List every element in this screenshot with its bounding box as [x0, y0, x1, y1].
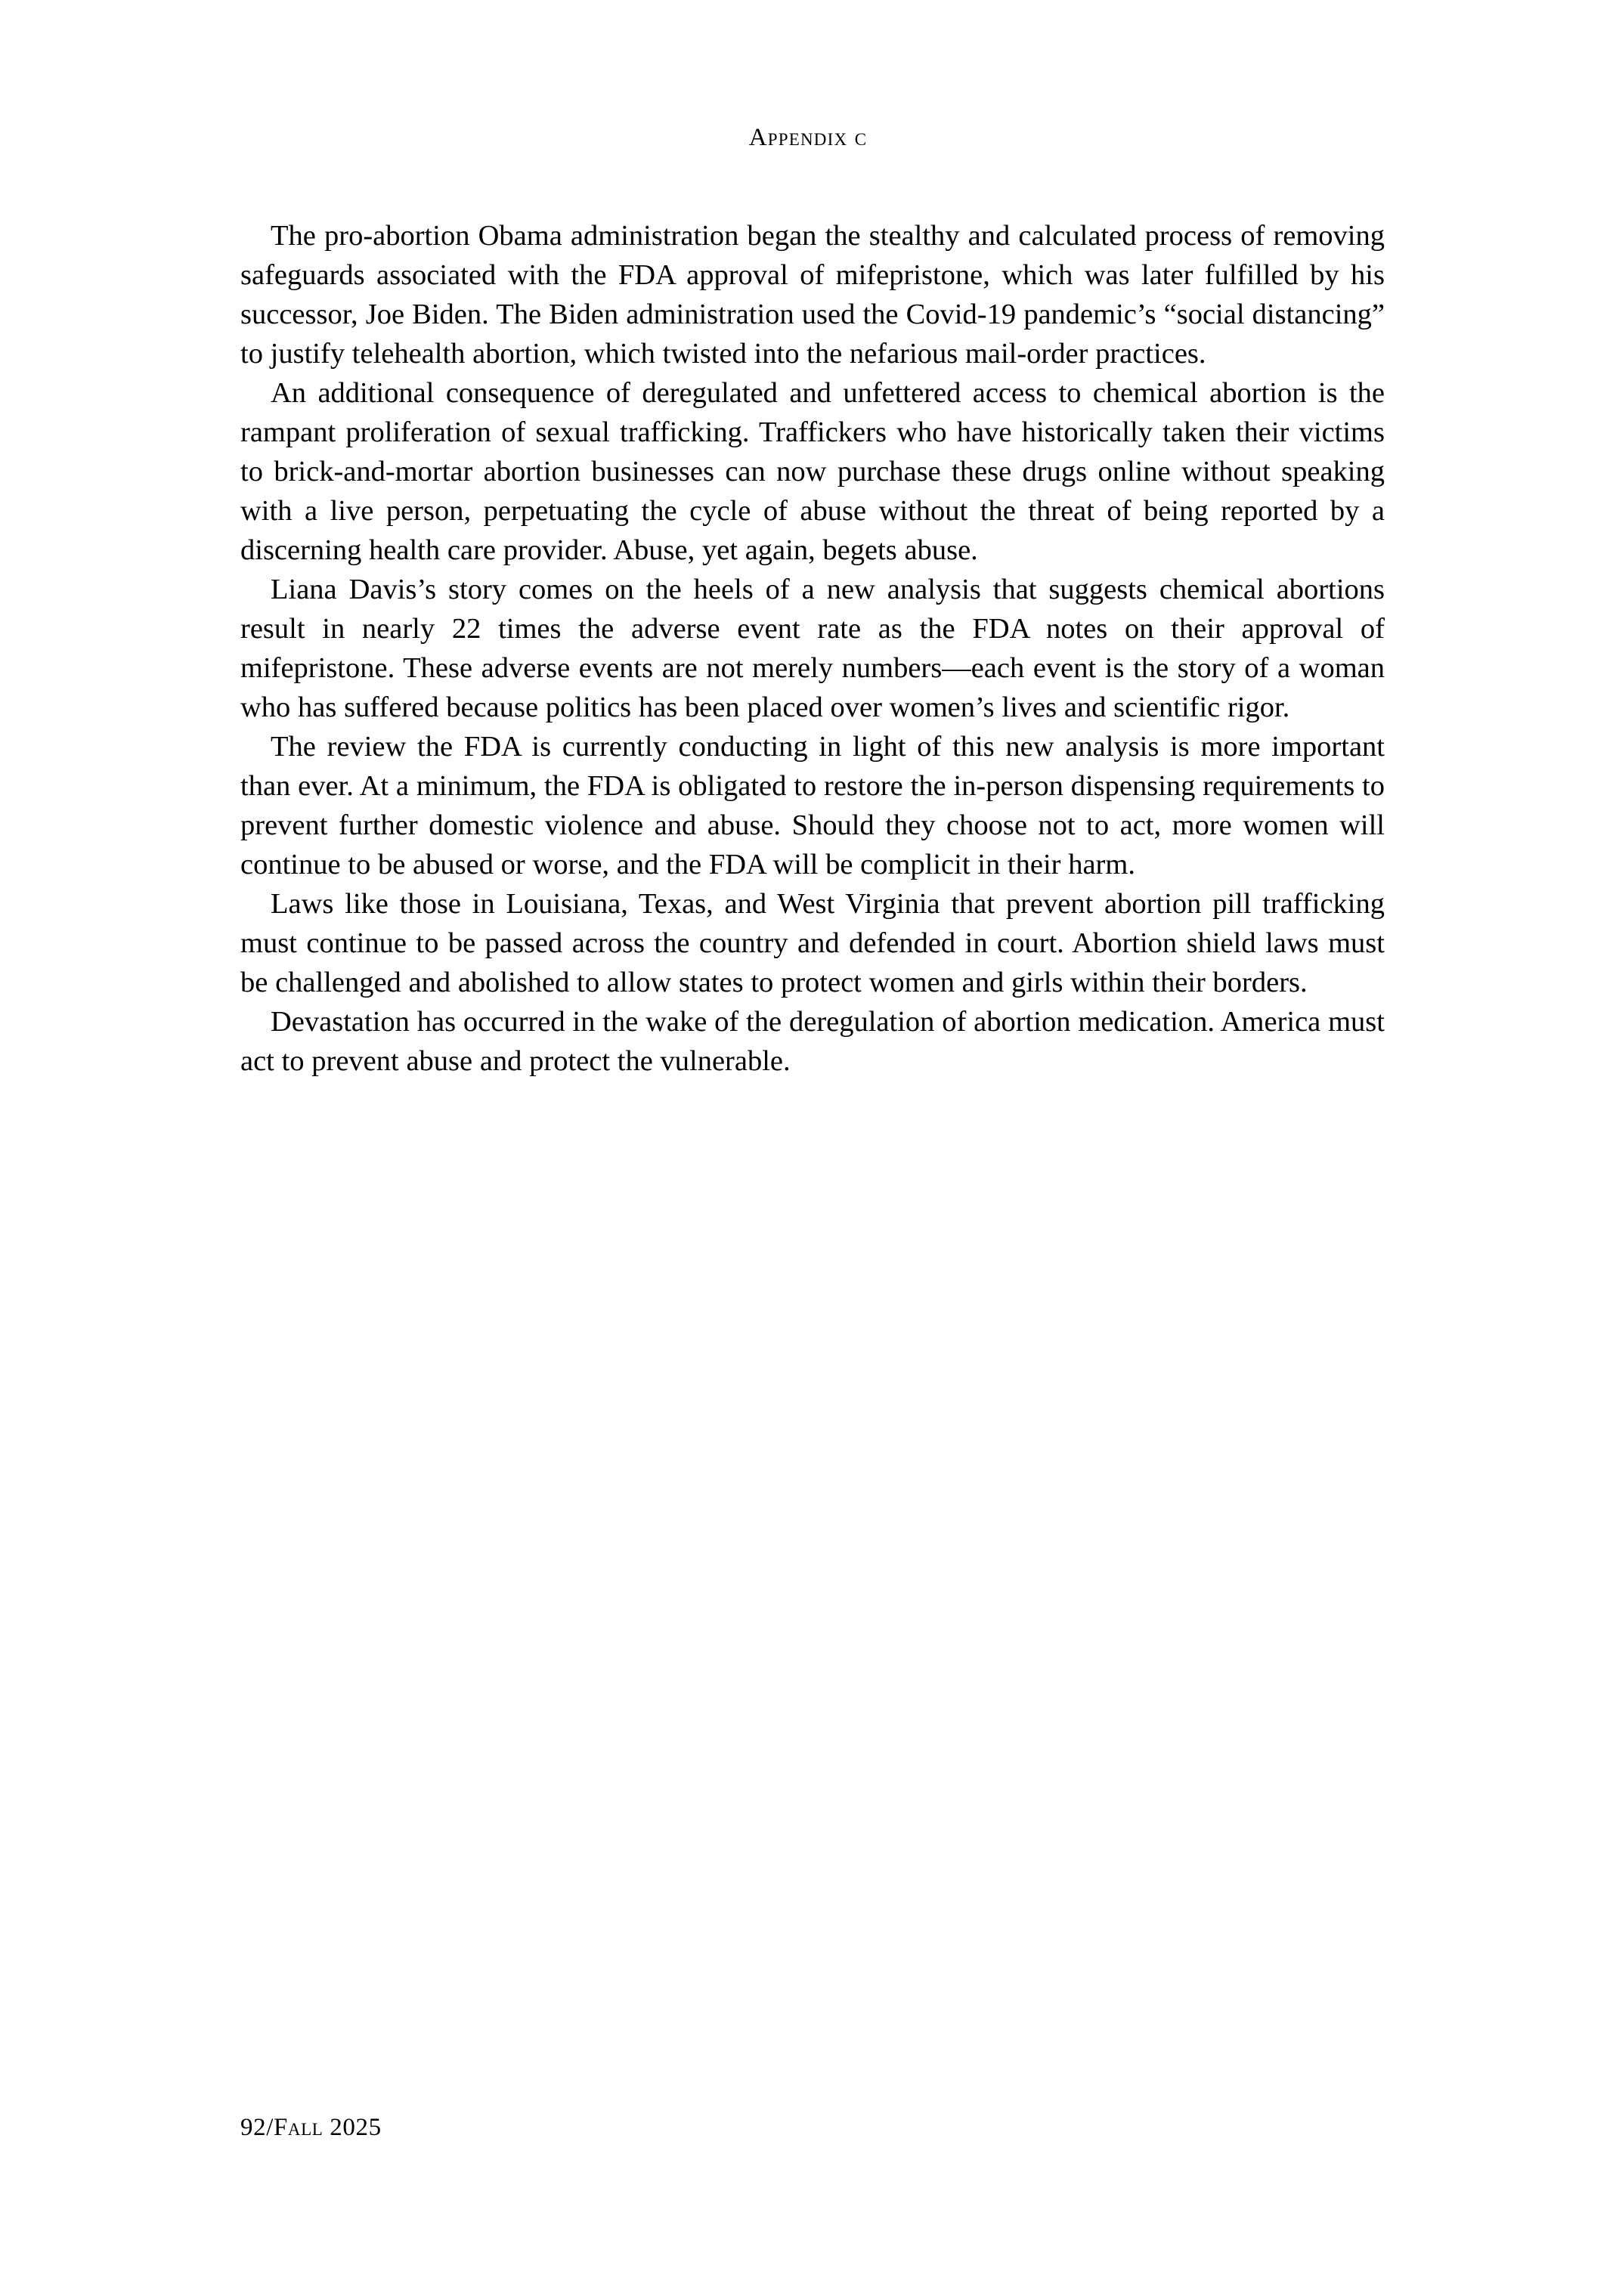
- body-text-block: [240, 216, 1385, 1081]
- folio-issue: Fall 2025: [273, 2114, 382, 2141]
- body-paragraph: Liana Davis’s story comes on the heels of a new analysis that suggests chemical abortions result in nearly 22 times the adverse event rate as the FDA notes on their approval of mifepristone. These adverse events are not merely numbers—each event is the story of a woman who has suffered because politics has been placed over women’s lives and scientific rigor.: [240, 574, 1385, 723]
- body-paragraph: Devastation has occurred in the wake of the deregulation of abortion medication. America must act to prevent abuse and protect the vulnerable.: [240, 1006, 1385, 1077]
- body-paragraph: The pro-abortion Obama administration began the stealthy and calculated process of removing safeguards associated with the FDA approval of mifepristone, which was later fulfilled by his successor, Joe Biden. The Biden administration used the Covid-19 pandemic’s “social distancing” to justify telehealth abortion, which twisted into the nefarious mail-order practices.: [240, 220, 1385, 370]
- body-paragraph: The review the FDA is currently conducting in light of this new analysis is more important than ever. At a minimum, the FDA is obligated to restore the in-person dispensing requirements to prevent further domestic violence and abuse. Should they choose not to act, more women will continue to be abused or worse, and the FDA will be complicit in their harm.: [240, 731, 1385, 880]
- folio-separator: /: [266, 2114, 274, 2141]
- body-paragraph: Laws like those in Louisiana, Texas, and West Virginia that prevent abortion pill trafficking must continue to be passed across the country and defended in court. Abortion shield laws must be challenged and abolished to allow states to protect women and girls within their borders.: [240, 888, 1385, 998]
- page-folio: [240, 2112, 382, 2143]
- running-head: Appendix c: [748, 124, 868, 151]
- body-paragraph: An additional consequence of deregulated and unfettered access to chemical abortion is the rampant proliferation of sexual trafficking. Traffickers who have historically taken their victims to brick-and-mortar abortion businesses can now purchase these drugs online without speaking with a live person, perpetuating the cycle of abuse without the threat of being reported by a discerning health care provider. Abuse, yet again, begets abuse.: [240, 377, 1385, 566]
- folio-page-number: 92: [240, 2114, 267, 2141]
